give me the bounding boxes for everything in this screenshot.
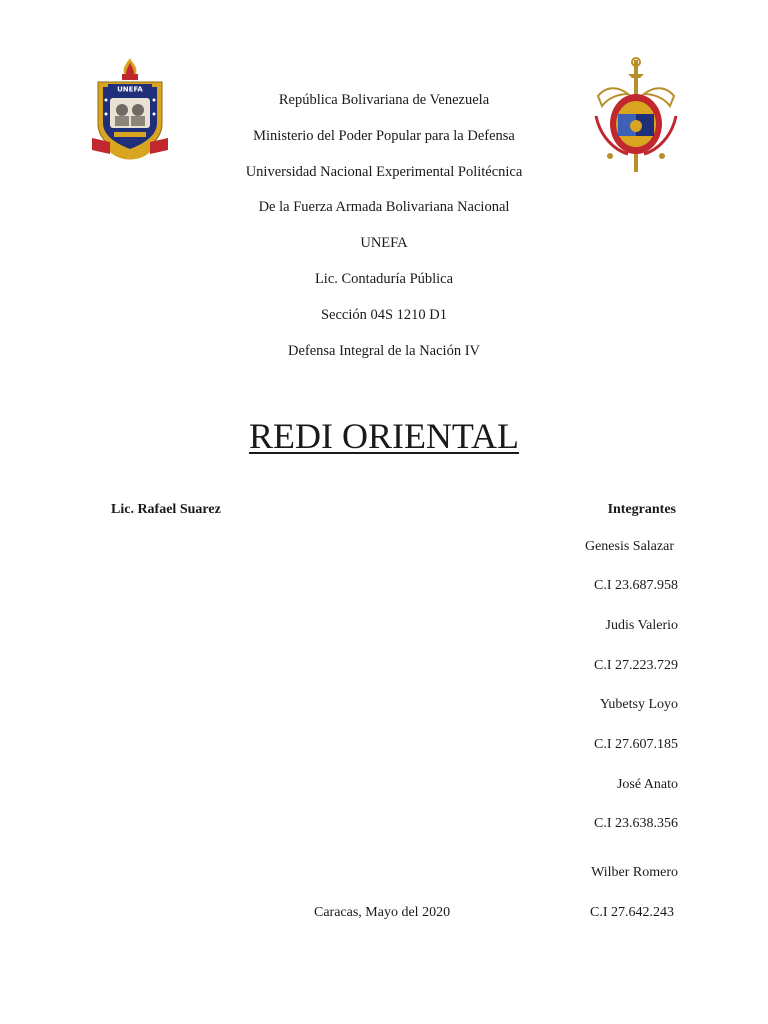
member-name: Genesis Salazar xyxy=(584,539,674,554)
header-line-ministry: Ministerio del Poder Popular para la Defensa xyxy=(253,127,515,144)
institution-header xyxy=(0,90,768,376)
city-date: Caracas, Mayo del 2020 xyxy=(314,905,451,920)
member-name: Judis Valerio xyxy=(605,618,678,633)
member-ci: C.I 23.638.356 xyxy=(594,816,678,831)
header-line-country: República Bolivariana de Venezuela xyxy=(278,92,490,108)
header-line-career: Lic. Contaduría Pública xyxy=(314,270,454,287)
header-line-section: Sección 04S 1210 D1 xyxy=(320,306,448,323)
member-ci: C.I 27.642.243 xyxy=(590,905,674,920)
header-line-acronym: UNEFA xyxy=(360,235,408,252)
document-title: REDI ORIENTAL xyxy=(248,416,520,456)
header-line-subject: Defensa Integral de la Nación IV xyxy=(287,342,481,359)
member-ci: C.I 23.687.958 xyxy=(594,578,678,593)
member-name: Yubetsy Loyo xyxy=(599,697,678,712)
members-heading: Integrantes xyxy=(607,502,676,517)
header-line-university: Universidad Nacional Experimental Politécnica xyxy=(245,163,523,180)
member-name: Wilber Romero xyxy=(591,865,678,880)
member-name: José Anato xyxy=(616,777,678,792)
professor-name: Lic. Rafael Suarez xyxy=(111,502,221,517)
logo-left-text: UNEFA xyxy=(117,85,143,94)
member-ci: C.I 27.223.729 xyxy=(594,658,678,673)
member-ci: C.I 27.607.185 xyxy=(594,737,678,752)
header-line-armed-forces: De la Fuerza Armada Bolivariana Nacional xyxy=(258,199,510,216)
